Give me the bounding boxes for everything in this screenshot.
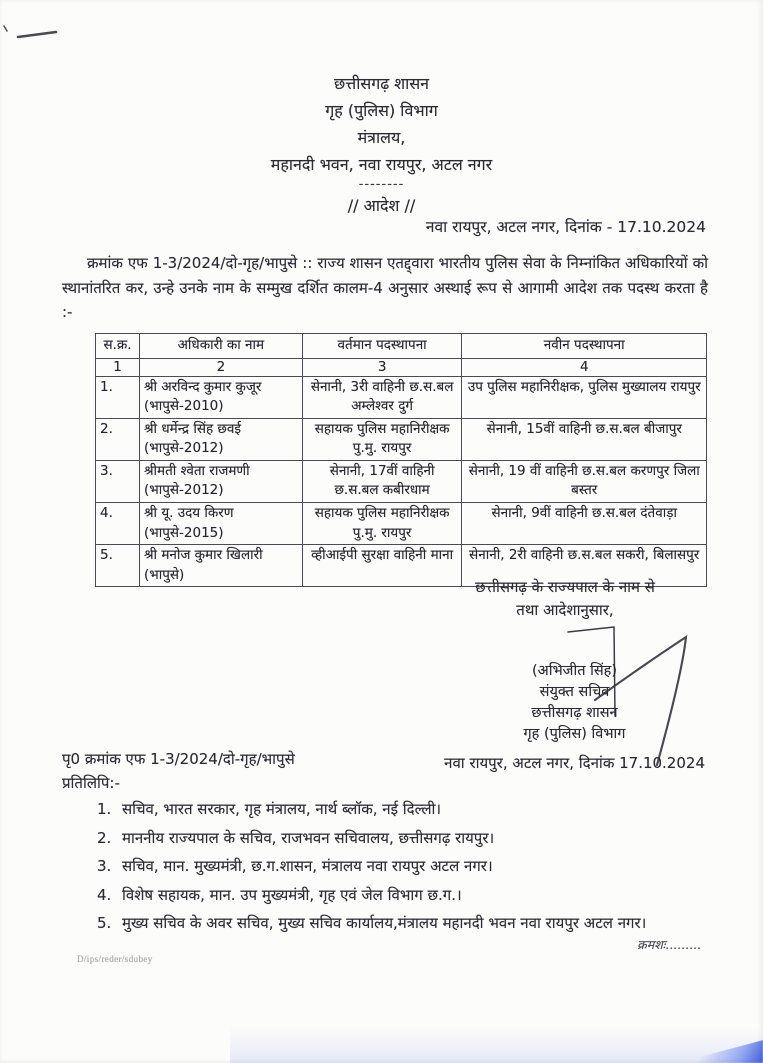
list-item-text: सचिव, मान. मुख्यमंत्री, छ.ग.शासन, मंत्रालय नवा रायपुर अटल नगर। bbox=[122, 857, 493, 875]
government-name: छत्तीसगढ़ शासन bbox=[333, 74, 430, 93]
col-header-sno: स.क्र. bbox=[96, 334, 140, 359]
cell-officer-name bbox=[139, 545, 302, 587]
cell-new-posting: सेनानी, 2री वाहिनी छ.स.बल सकरी, बिलासपुर bbox=[462, 545, 707, 587]
list-item-number: 3. bbox=[97, 857, 112, 875]
col-header-new-posting: नवीन पदस्थापना bbox=[462, 334, 707, 359]
cell-sno: 4. bbox=[96, 502, 140, 544]
department-name: गृह (पुलिस) विभाग bbox=[325, 101, 438, 120]
distribution-list bbox=[97, 795, 722, 938]
copy-to-label: प्रतिलिपि:- bbox=[62, 774, 120, 792]
transfer-table bbox=[95, 333, 707, 587]
table-header-row bbox=[96, 334, 707, 359]
list-item-text: सचिव, भारत सरकार, गृह मंत्रालय, नार्थ ब्लॉक, नई दिल्ली। bbox=[122, 800, 442, 818]
list-item-number: 1. bbox=[97, 800, 112, 818]
col-num-2: 2 bbox=[139, 358, 302, 376]
header-separator: -------- bbox=[358, 177, 405, 192]
cell-current-posting: व्हीआईपी सुरक्षा वाहिनी माना bbox=[302, 545, 462, 587]
endorsement-date-line: नवा रायपुर, अटल नगर, दिनांक 17.10.2024 bbox=[444, 754, 705, 772]
signatory-department: गृह (पुलिस) विभाग bbox=[523, 726, 626, 742]
scan-noise-band bbox=[230, 1027, 763, 1063]
authority-line-1: छत्तीसगढ़ के राज्यपाल के नाम से bbox=[475, 578, 655, 596]
order-paragraph: क्रमांक एफ 1-3/2024/दो-गृह/भापुसे :: राज्य शासन एतद्द्वारा भारतीय पुलिस सेवा के निम्नांकित अधिकारियों को स्थानांतरित कर, उन्हे उनके नाम के सम्मुख दर्शित कालम-4 अनुसार अस्थाई रूप से आगामी आदेश तक पदस्थ करता है :- bbox=[62, 254, 708, 321]
signatory-government: छत्तीसगढ़ शासन bbox=[531, 705, 618, 721]
col-num-3: 3 bbox=[302, 358, 462, 376]
column-number-row bbox=[96, 358, 707, 376]
list-item-number: 2. bbox=[97, 828, 112, 847]
table-row bbox=[96, 502, 707, 544]
table-row bbox=[96, 460, 707, 502]
list-item-number: 4. bbox=[97, 885, 112, 904]
order-title: // आदेश // bbox=[347, 196, 416, 215]
place-date-line: नवा रायपुर, अटल नगर, दिनांक - 17.10.2024 bbox=[425, 218, 706, 236]
letterhead bbox=[0, 70, 763, 218]
signatory-designation: संयुक्त सचिव bbox=[539, 684, 610, 700]
file-reference: D/ips/reder/sdubey bbox=[77, 954, 153, 964]
officer-name: श्रीमती श्वेता राजमणी bbox=[143, 462, 250, 479]
officer-name: श्री अरविन्द कुमार कुजूर bbox=[143, 378, 262, 395]
cell-current-posting: सहायक पुलिस महानिरीक्षक पु.मु. रायपुर bbox=[302, 502, 462, 544]
cell-new-posting: उप पुलिस महानिरीक्षक, पुलिस मुख्यालय रायपुर bbox=[462, 376, 707, 418]
table-row bbox=[96, 376, 707, 418]
address-line: महानदी भवन, नवा रायपुर, अटल नगर bbox=[270, 155, 493, 174]
officer-batch: (भापुसे) bbox=[143, 566, 185, 583]
col-num-1: 1 bbox=[96, 358, 140, 376]
authority-line-2: तथा आदेशानुसार, bbox=[516, 600, 614, 619]
col-header-name: अधिकारी का नाम bbox=[139, 334, 302, 359]
list-item bbox=[97, 795, 722, 824]
cell-new-posting: सेनानी, 19 वीं वाहिनी छ.स.बल करणपुर जिला बस्तर bbox=[462, 460, 707, 502]
officer-batch: (भापुसे-2015) bbox=[143, 524, 224, 541]
cell-current-posting: सेनानी, 17वीं वाहिनी छ.स.बल कबीरधाम bbox=[302, 460, 462, 502]
list-item-text: विशेष सहायक, मान. उप मुख्यमंत्री, गृह एवं जेल विभाग छ.ग.। bbox=[122, 885, 462, 904]
col-header-current-posting: वर्तमान पदस्थापना bbox=[302, 334, 462, 359]
ministry-line: मंत्रालय, bbox=[357, 128, 406, 147]
officer-name: श्री धर्मेन्द्र सिंह छवई bbox=[143, 420, 242, 437]
cell-officer-name bbox=[139, 460, 302, 502]
signatory-block bbox=[477, 661, 672, 745]
pen-mark-icon bbox=[0, 20, 80, 50]
officer-batch: (भापुसे-2010) bbox=[143, 398, 224, 415]
signatory-name: (अभिजीत सिंह) bbox=[532, 663, 617, 679]
list-item-text: मुख्य सचिव के अवर सचिव, मुख्य सचिव कार्यालय,मंत्रालय महानदी भवन नवा रायपुर अटल नगर। bbox=[122, 914, 647, 932]
cell-officer-name bbox=[139, 376, 302, 418]
cell-new-posting: सेनानी, 15वीं वाहिनी छ.स.बल बीजापुर bbox=[462, 418, 707, 460]
list-item-number: 5. bbox=[97, 914, 112, 932]
cell-current-posting: सेनानी, 3री वाहिनी छ.स.बल अम्लेश्वर दुर्ग bbox=[302, 376, 462, 418]
cell-officer-name bbox=[139, 502, 302, 544]
officer-batch: (भापुसे-2012) bbox=[143, 440, 224, 457]
endorsement-ref-number: पृ0 क्रमांक एफ 1-3/2024/दो-गृह/भापुसे bbox=[62, 750, 295, 768]
list-item bbox=[97, 881, 722, 910]
cell-sno: 3. bbox=[96, 460, 140, 502]
cell-current-posting: सहायक पुलिस महानिरीक्षक पु.मु. रायपुर bbox=[302, 418, 462, 460]
list-item bbox=[97, 824, 722, 853]
officer-name: श्री मनोज कुमार खिलारी bbox=[143, 547, 263, 564]
authority-block bbox=[420, 576, 710, 621]
cell-sno: 2. bbox=[96, 418, 140, 460]
cell-sno: 5. bbox=[96, 545, 140, 587]
cell-new-posting: सेनानी, 9वीं वाहिनी छ.स.बल दंतेवाड़ा bbox=[462, 502, 707, 544]
list-item-text: माननीय राज्यपाल के सचिव, राजभवन सचिवालय, छत्तीसगढ़ रायपुर। bbox=[122, 828, 495, 847]
officer-batch: (भापुसे-2012) bbox=[143, 482, 224, 499]
cell-sno: 1. bbox=[96, 376, 140, 418]
continuation-note: क्रमशः......... bbox=[637, 937, 701, 952]
col-num-4: 4 bbox=[462, 358, 707, 376]
officer-name: श्री यू. उदय किरण bbox=[143, 504, 234, 521]
list-item bbox=[97, 852, 722, 881]
list-item bbox=[97, 909, 722, 938]
cell-officer-name bbox=[139, 418, 302, 460]
table-row bbox=[96, 418, 707, 460]
